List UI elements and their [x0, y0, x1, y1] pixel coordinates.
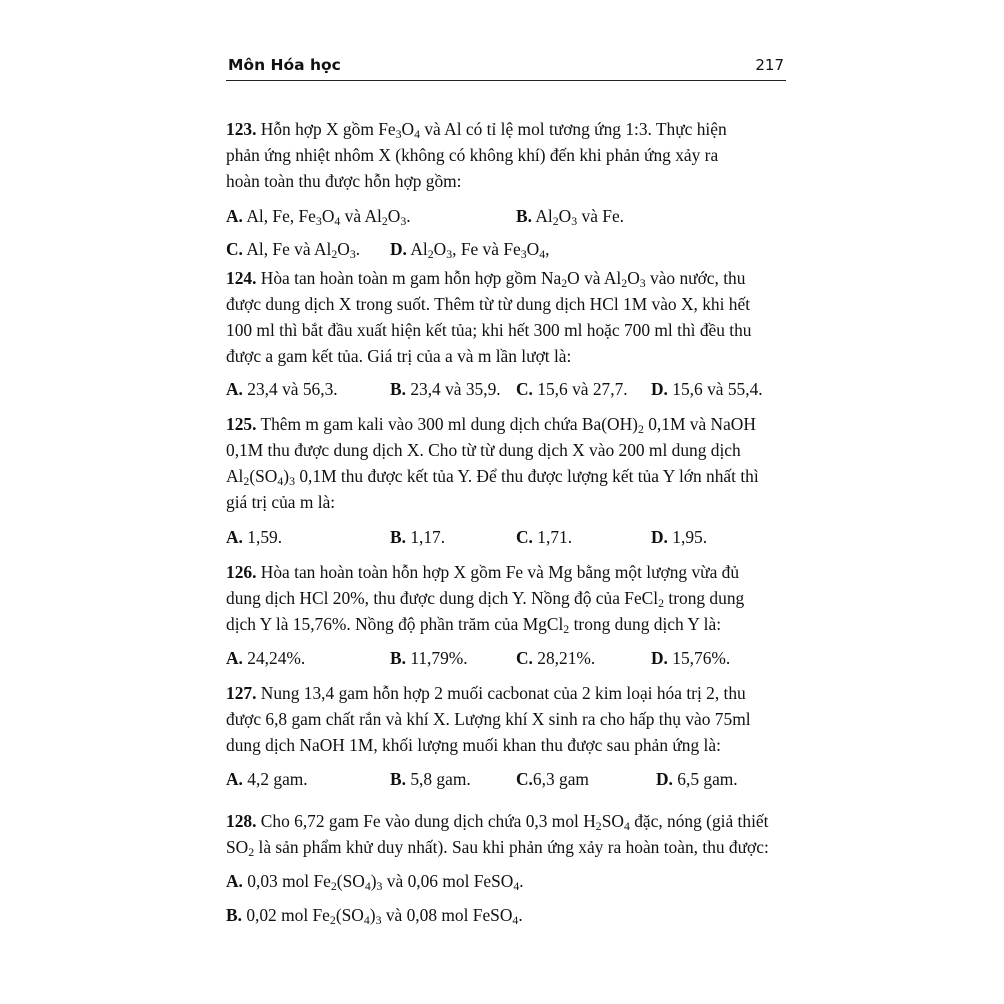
question-number: 125. — [226, 414, 257, 434]
option-letter: B. — [390, 648, 406, 668]
option-c — [516, 766, 589, 792]
option-text: 0,03 mol $Fe_2(SO_4)_3$ và 0,06 mol FeSO$_4$. — [247, 871, 524, 893]
option-letter: D. — [651, 379, 668, 399]
question-line: dịch Y là 15,76%. Nồng độ phần trăm của MgCl$_2$ trong dung dịch Y là: — [226, 614, 722, 636]
question-line: Thêm m gam kali vào 300 ml dung dịch chứa $Ba(OH)_2$ 0,1M và NaOH — [260, 414, 756, 436]
page-header — [228, 54, 786, 82]
option-text: 15,6 và 55,4. — [672, 379, 763, 399]
option-text: 1,71. — [537, 527, 573, 547]
option-letter: C. — [516, 648, 533, 668]
option-text: 1,95. — [672, 527, 708, 547]
option-letter: A. — [226, 527, 243, 547]
question-128 — [226, 808, 788, 928]
option-text: 6,3 gam — [532, 769, 589, 789]
option-letter: D. — [651, 527, 668, 547]
option-d — [390, 236, 549, 262]
question-number: 123. — [226, 119, 257, 139]
question-line: được a gam kết tủa. Giá trị của a và m lần lượt là: — [226, 346, 572, 366]
option-text: 1,17. — [410, 527, 446, 547]
option-a — [226, 203, 411, 229]
question-number: 126. — [226, 562, 257, 582]
option-b — [390, 766, 471, 792]
header-title: Môn Hóa học — [228, 56, 341, 74]
option-text: Al, Fe, $Fe_3O_4$ và $Al_2O_3$. — [246, 206, 411, 228]
question-line: 100 ml thì bắt đầu xuất hiện kết tủa; khi hết 300 ml hoặc 700 ml thì đều thu — [226, 320, 752, 340]
question-line: Hòa tan hoàn toàn hỗn hợp X gồm Fe và Mg bằng một lượng vừa đủ — [260, 562, 740, 582]
option-letter: D. — [656, 769, 673, 789]
option-d — [651, 524, 707, 550]
option-letter: A. — [226, 769, 243, 789]
option-d — [651, 645, 730, 671]
option-a — [226, 868, 524, 894]
option-letter: B. — [390, 527, 406, 547]
option-text: 28,21%. — [537, 648, 596, 668]
option-b — [516, 203, 624, 229]
option-a — [226, 524, 282, 550]
option-text: 15,6 và 27,7. — [537, 379, 628, 399]
option-c — [516, 645, 595, 671]
option-letter: C. — [516, 769, 533, 789]
option-text: 23,4 và 56,3. — [247, 379, 338, 399]
option-row — [226, 236, 788, 262]
option-c — [516, 376, 628, 402]
question-125 — [226, 411, 788, 550]
question-line: $SO_2$ là sản phẩm khử duy nhất). Sau khi phản ứng xảy ra hoàn toàn, thu được: — [226, 837, 769, 859]
option-letter: D. — [651, 648, 668, 668]
option-row — [226, 766, 788, 792]
option-row — [226, 203, 788, 229]
option-row — [226, 376, 788, 402]
option-b — [390, 645, 468, 671]
question-line: được 6,8 gam chất rắn và khí X. Lượng khí X sinh ra cho hấp thụ vào 75ml — [226, 709, 751, 729]
option-b — [390, 524, 445, 550]
option-text: 6,5 gam. — [677, 769, 738, 789]
header-rule — [226, 80, 786, 81]
question-list — [226, 116, 788, 928]
option-letter: C. — [226, 239, 243, 259]
question-text — [226, 559, 788, 637]
option-text: 23,4 và 35,9. — [410, 379, 501, 399]
option-letter: D. — [390, 239, 407, 259]
option-d — [651, 376, 763, 402]
option-row — [226, 902, 788, 928]
question-text — [226, 411, 788, 515]
option-row — [226, 645, 788, 671]
question-number: 127. — [226, 683, 257, 703]
option-a — [226, 645, 305, 671]
option-text: 11,79%. — [410, 648, 468, 668]
option-letter: C. — [516, 379, 533, 399]
option-a — [226, 376, 338, 402]
question-line: giá trị của m là: — [226, 492, 336, 512]
option-letter: B. — [390, 379, 406, 399]
option-row — [226, 524, 788, 550]
question-line: dung dịch HCl 20%, thu được dung dịch Y. Nồng độ của FeCl$_2$ trong dung — [226, 588, 745, 610]
question-line: phản ứng nhiệt nhôm X (không có không khí) đến khi phản ứng xảy ra — [226, 145, 719, 165]
option-text: 4,2 gam. — [247, 769, 308, 789]
option-d — [656, 766, 738, 792]
question-text — [226, 265, 788, 369]
question-text — [226, 116, 788, 194]
question-text — [226, 680, 788, 758]
option-letter: A. — [226, 206, 243, 226]
question-124 — [226, 265, 788, 402]
option-c — [226, 236, 360, 262]
option-letter: C. — [516, 527, 533, 547]
option-text: 5,8 gam. — [410, 769, 471, 789]
option-b — [390, 376, 501, 402]
option-text: 0,02 mol $Fe_2(SO_4)_3$ và 0,08 mol FeSO$_4$. — [246, 905, 523, 927]
option-text: $Al_2O_3$ và Fe. — [535, 206, 625, 228]
option-c — [516, 524, 572, 550]
question-number: 128. — [226, 811, 257, 831]
question-line: Hòa tan hoàn toàn m gam hỗn hợp gồm $Na_2O$ và $Al_2O_3$ vào nước, thu — [260, 268, 746, 290]
option-letter: A. — [226, 379, 243, 399]
option-text: 1,59. — [247, 527, 283, 547]
question-123 — [226, 116, 788, 262]
question-line: được dung dịch X trong suốt. Thêm từ từ dung dịch HCl 1M vào X, khi hết — [226, 294, 751, 314]
question-126 — [226, 559, 788, 671]
option-b — [226, 902, 523, 928]
option-letter: A. — [226, 648, 243, 668]
question-text — [226, 808, 788, 860]
option-letter: B. — [516, 206, 532, 226]
question-line: $Al_2(SO_4)_3$ 0,1M thu được kết tủa Y. Để thu được lượng kết tủa Y lớn nhất thì — [226, 466, 759, 488]
question-line: Cho 6,72 gam Fe vào dung dịch chứa 0,3 mol $H_2SO_4$ đặc, nóng (giả thiết — [260, 811, 769, 833]
option-text: $Al_2O_3$, Fe và $Fe_3O_4$, — [410, 239, 550, 261]
page-number: 217 — [755, 56, 784, 74]
option-letter: A. — [226, 871, 243, 891]
question-line: Hỗn hợp X gồm $Fe_3O_4$ và Al có tỉ lệ mol tương ứng 1:3. Thực hiện — [260, 119, 727, 141]
option-text: 15,76%. — [672, 648, 731, 668]
option-a — [226, 766, 308, 792]
question-number: 124. — [226, 268, 257, 288]
option-letter: B. — [226, 905, 242, 925]
option-text: Al, Fe và $Al_2O_3$. — [246, 239, 361, 261]
question-line: 0,1M thu được dung dịch X. Cho từ từ dung dịch X vào 200 ml dung dịch — [226, 440, 741, 460]
question-127 — [226, 680, 788, 792]
option-letter: B. — [390, 769, 406, 789]
question-line: dung dịch NaOH 1M, khối lượng muối khan thu được sau phản ứng là: — [226, 735, 721, 755]
option-row — [226, 868, 788, 894]
question-line: Nung 13,4 gam hỗn hợp 2 muối cacbonat của 2 kim loại hóa trị 2, thu — [260, 683, 746, 703]
question-line: hoàn toàn thu được hỗn hợp gồm: — [226, 171, 462, 191]
option-text: 24,24%. — [247, 648, 306, 668]
